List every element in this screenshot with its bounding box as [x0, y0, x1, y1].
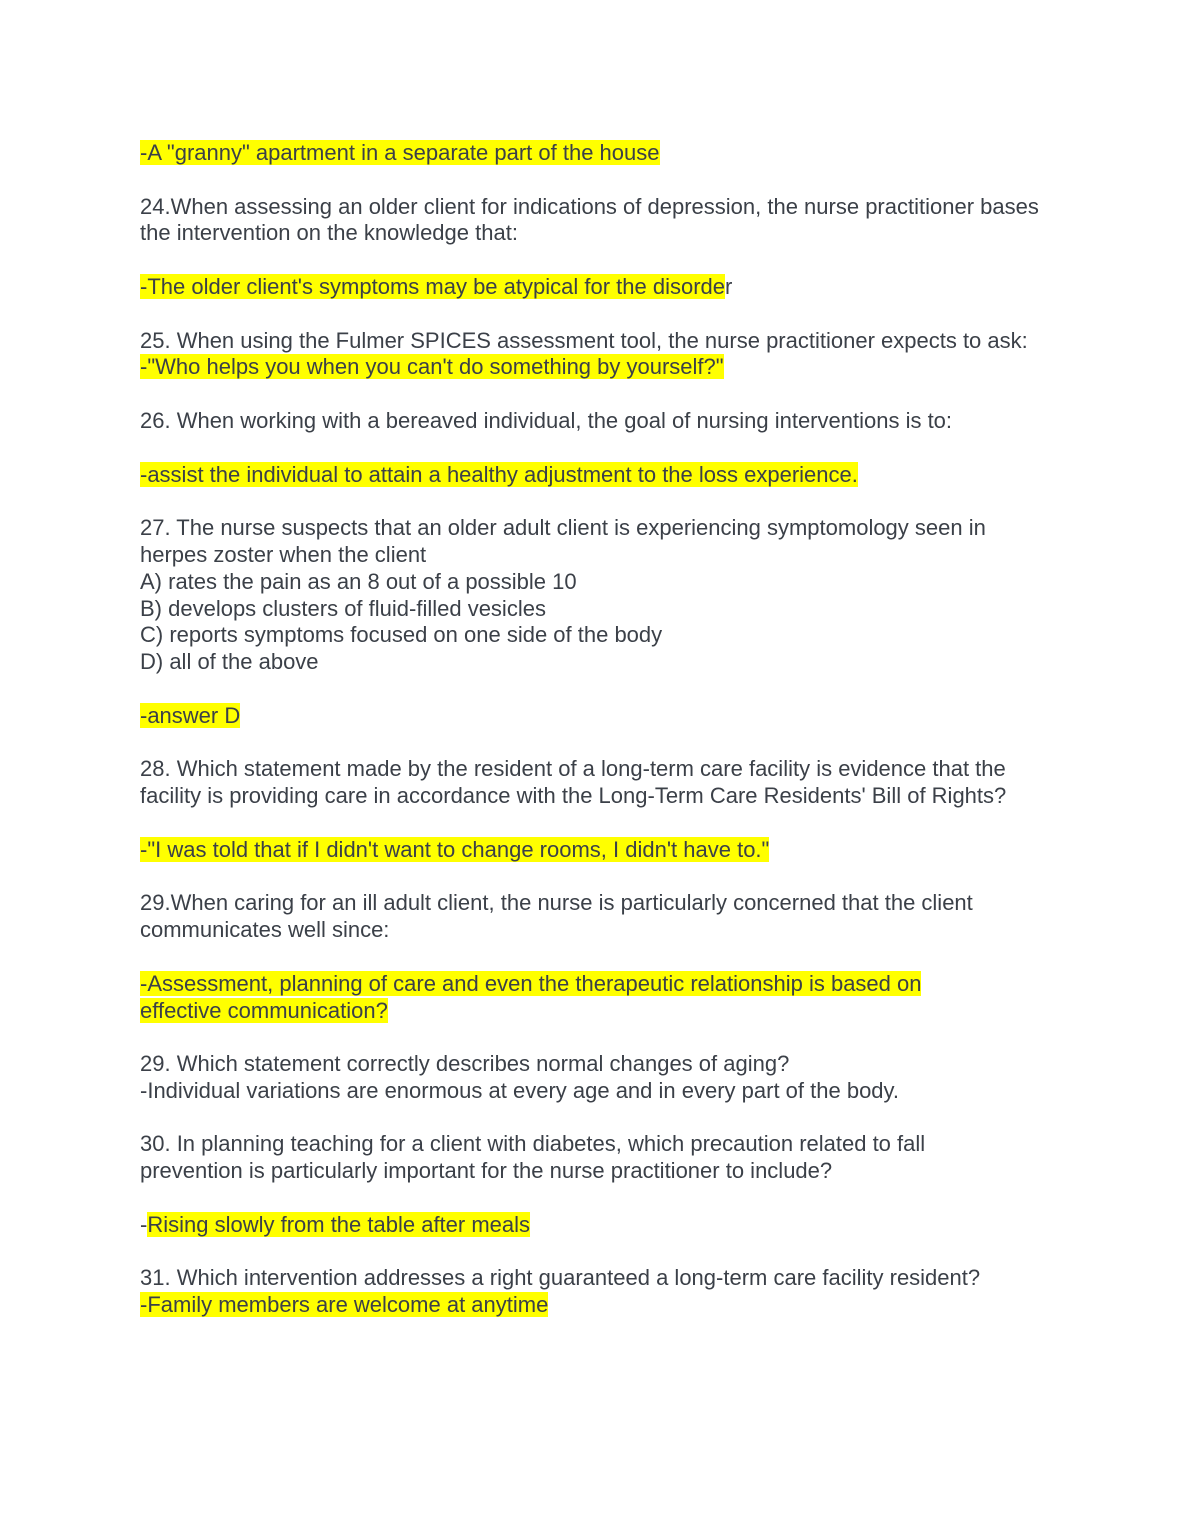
- answer-30-dash: -: [140, 1211, 148, 1237]
- highlighted-answer: -"I was told that if I didn't want to change rooms, I didn't have to.": [140, 836, 770, 862]
- answer-24: [140, 274, 1050, 301]
- answer-30: [140, 1212, 1050, 1239]
- question-27-option-b: B) develops clusters of fluid-filled vesicles: [140, 595, 546, 621]
- question-31: 31. Which intervention addresses a right guaranteed a long-term care facility resident?: [140, 1265, 981, 1291]
- question-27: 27. The nurse suspects that an older adult client is experiencing symptomology seen in herpes zoster when the client: [140, 515, 986, 567]
- highlighted-answer: -Assessment, planning of care and even the therapeutic relationship is based on effective communication?: [140, 970, 922, 1023]
- answer-23: [140, 140, 1050, 167]
- question-27-option-c: C) reports symptoms focused on one side of the body: [140, 622, 663, 648]
- highlighted-answer: -answer D: [140, 702, 241, 728]
- answer-28: [140, 837, 1050, 864]
- document-page: [140, 140, 1050, 1319]
- question-26: 26. When working with a bereaved individual, the goal of nursing interventions is to:: [140, 407, 953, 433]
- highlighted-answer: -A "granny" apartment in a separate part of the house: [140, 140, 660, 165]
- highlighted-answer: -The older client's symptoms may be atypical for the disorde: [140, 273, 725, 299]
- answer-24-tail: r: [725, 273, 733, 299]
- highlighted-answer: Rising slowly from the table after meals: [147, 1211, 531, 1237]
- highlighted-answer: -"Who helps you when you can't do something by yourself?": [140, 354, 724, 380]
- answer-25: [140, 354, 1050, 381]
- question-30: 30. In planning teaching for a client with diabetes, which precaution related to fall prevention is particularly important for the nurse practitioner to include?: [140, 1131, 926, 1184]
- highlighted-answer: -Family members are welcome at anytime: [140, 1292, 549, 1318]
- answer-31: [140, 1292, 1050, 1319]
- question-29a: 29.When caring for an ill adult client, the nurse is particularly concerned that the client communicates well since:: [140, 890, 973, 943]
- question-29b: 29. Which statement correctly describes normal changes of aging?: [140, 1051, 790, 1077]
- highlighted-answer: -assist the individual to attain a healthy adjustment to the loss experience.: [140, 461, 858, 487]
- answer-26: [140, 462, 1050, 489]
- question-24: 24.When assessing an older client for indications of depression, the nurse practitioner bases the intervention on the knowledge that:: [140, 193, 1039, 246]
- question-27-option-a: A) rates the pain as an 8 out of a possible 10: [140, 568, 577, 594]
- answer-29a: [140, 971, 980, 1025]
- question-25: 25. When using the Fulmer SPICES assessment tool, the nurse practitioner expects to ask:: [140, 327, 1028, 353]
- question-28: 28. Which statement made by the resident of a long-term care facility is evidence that the facility is providing care in accordance with the Long-Term Care Residents' Bill of Rights?: [140, 756, 1007, 809]
- question-27-option-d: D) all of the above: [140, 649, 319, 675]
- answer-29b: -Individual variations are enormous at every age and in every part of the body.: [140, 1077, 900, 1103]
- answer-27: [140, 703, 1050, 730]
